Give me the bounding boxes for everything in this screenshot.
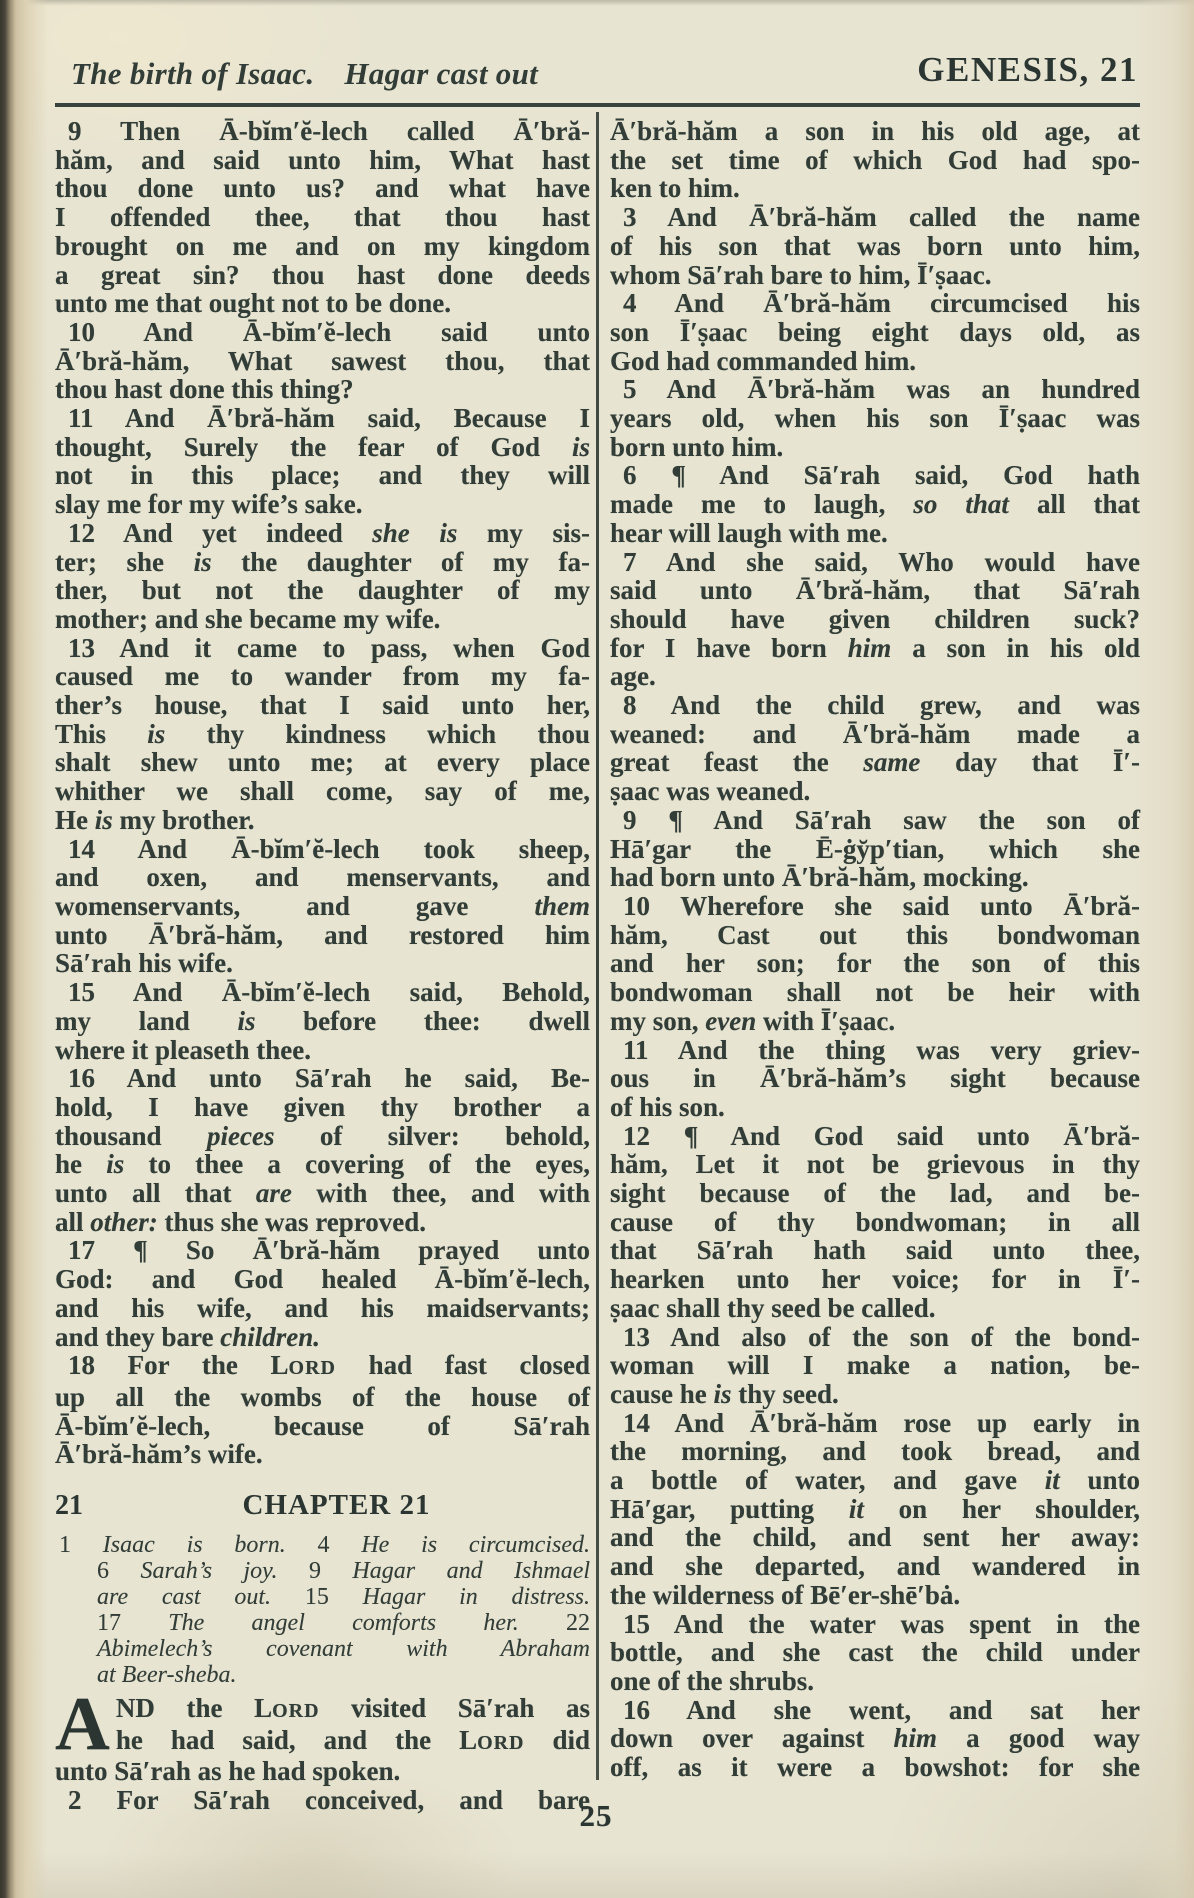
verse-line: cause he is thy seed. [610,1378,839,1409]
summary-line: 1 Isaac is born. 4 He is circumcised. [59,1532,590,1559]
verse-line: sight because of the lad, and be- [610,1178,1140,1209]
verse-line: thou hast done this thing? [55,374,354,405]
verse-line: 13 And also of the son of the bond- [623,1321,1140,1352]
summary-line: 17 The angel comforts her. 22 [97,1610,590,1637]
verse-line: 16 And she went, and sat her [623,1694,1140,1725]
verse-line: Hā′gar, putting it on her shoulder, [610,1493,1140,1524]
verse-line: down over against him a good way [610,1723,1141,1754]
chapter-title: CHAPTER 21 [242,1489,431,1522]
verse-line: 18 For the LORD had fast closed [68,1350,590,1381]
verse-line: 10 And Ā-bĭm′ĕ-lech said unto [68,316,590,347]
running-head-book-title: GENESIS, 21 [917,50,1138,89]
verse-line: hearken unto her voice; for in Ī′- [610,1264,1140,1295]
verse-line: unto me that ought not to be done. [55,288,452,319]
verse-line: woman will I make a nation, be- [610,1350,1140,1381]
verse-line: ther’s house, that I said unto her, [55,690,590,721]
verse-line: son Ī′ṣaac being eight days old, as [610,316,1140,347]
verse-line: and oxen, and menservants, and [55,862,590,893]
verse-line: unto Sā′rah as he had spoken. [55,1756,401,1787]
verse-line: and the child, and sent her away: [610,1522,1140,1553]
verse-line: 15 And the water was spent in the [623,1608,1140,1639]
verse-line: hăm, and said unto him, What hast [55,144,590,175]
verse-line: my land is before thee: dwell [55,1005,590,1036]
verse-line: This is thy kindness which thou [55,718,590,749]
verse-line: unto all that are with thee, and with [55,1178,590,1209]
verse-line: 10 Wherefore she said unto Ā′bră- [623,890,1140,921]
verse-line: all other: thus she was reproved. [55,1206,427,1237]
small-caps-lord: ORD [272,1700,320,1723]
verse-line: of his son that was born unto him, [610,230,1140,261]
verse-line: 14 And Ā-bĭm′ĕ-lech took sheep, [68,833,590,864]
verse-line: ND the LORD visited Sā′rah as [115,1693,590,1724]
verse-line: a bottle of water, and gave it unto [610,1465,1140,1496]
column-divider [596,112,599,1780]
verse-line: and she departed, and wandered in [610,1551,1140,1582]
left-column [55,117,590,1815]
verse-line: 6 ¶ And Sā′rah said, God hath [623,460,1140,491]
verse-line: the set time of which God had spo- [610,144,1140,175]
running-head-left [71,56,568,92]
verse-line: Sā′rah his wife. [55,948,233,979]
verse-line: 17 ¶ So Ā′bră-hăm prayed unto [68,1235,590,1266]
verse-line: ther, but not the daughter of my [55,575,590,606]
verse-line: where it pleaseth thee. [55,1034,311,1065]
verse-line: up all the wombs of the house of [55,1381,590,1412]
verse-line: I offended thee, that thou hast [55,202,590,233]
verse-line: 5 And Ā′bră-hăm was an hundred [623,374,1140,405]
verse-line: he is to thee a covering of the eyes, [55,1149,590,1180]
verse-line: Ā′bră-hăm’s wife. [55,1439,263,1470]
verse-line: 16 And unto Sā′rah he said, Be- [68,1063,590,1094]
header-rule [55,103,1140,107]
verse-line: bondwoman shall not be heir with [610,977,1140,1008]
verse-line: slay me for my wife’s sake. [55,489,363,520]
verse-line: should have given children suck? [610,603,1140,634]
small-caps-lord: ORD [288,1357,336,1380]
verse-line: a great sin? thou hast done deeds [55,259,590,290]
verse-line: and her son; for the son of this [610,948,1140,979]
verse-line: 13 And it came to pass, when God [68,632,590,663]
verse-line: my son, even with Ī′ṣaac. [610,1005,896,1036]
verse-line: God: and God healed Ā-bĭm′ĕ-lech, [55,1264,590,1295]
summary-line: are cast out. 15 Hagar in distress. [97,1584,590,1611]
verse-line: off, as it were a bowshot: for she [610,1752,1140,1783]
verse-line: brought on me and on my kingdom [55,230,590,261]
verse-line: one of the shrubs. [610,1665,815,1696]
verse-line: 12 ¶ And God said unto Ā′bră- [623,1120,1140,1151]
right-column [610,117,1140,1782]
verse-line: for I have born him a son in his old [610,632,1140,663]
verse-line: hear will laugh with me. [610,517,888,548]
verse-line: shalt shew unto me; at every place [55,747,590,778]
verse-line: 15 And Ā-bĭm′ĕ-lech said, Behold, [68,977,590,1008]
verse-line: weaned: and Ā′bră-hăm made a [610,718,1140,749]
verse-line: 7 And she said, Who would have [623,546,1140,577]
verse-line: born unto him. [610,431,784,462]
verse-line: unto Ā′bră-hăm, and restored him [55,919,590,950]
running-head-left-phrase-2: Hagar cast out [344,56,539,91]
verse-line: 3 And Ā′bră-hăm called the name [623,202,1140,233]
drop-cap: A [55,1682,110,1767]
verse-line: 11 And the thing was very griev- [623,1034,1140,1065]
verse-line: thou done unto us? and what have [55,173,590,204]
verse-line: ter; she is the daughter of my fa- [55,546,590,577]
verse-line: hold, I have given thy brother a [55,1091,590,1122]
verse-line: 4 And Ā′bră-hăm circumcised his [623,288,1140,319]
summary-line: 6 Sarah’s joy. 9 Hagar and Ishmael [97,1558,591,1585]
verse-line: whom Sā′rah bare to him, Ī′ṣaac. [610,259,992,290]
summary-line: Abimelech’s covenant with Abraham [97,1636,590,1663]
verse-line: Ā′bră-hăm, What sawest thou, that [55,345,590,376]
verse-line: Ā′bră-hăm a son in his old age, at [610,116,1140,146]
verse-line: 9 ¶ And Sā′rah saw the son of [623,804,1140,835]
verse-line: God had commanded him. [610,345,917,376]
running-head [55,50,1140,94]
small-caps-lord: ORD [477,1731,525,1754]
verse-line: 11 And Ā′bră-hăm said, Because I [68,403,590,434]
verse-line: he had said, and the LORD did [115,1724,590,1755]
verse-line: age. [610,661,656,692]
verse-line: whither we shall come, say of me, [55,776,590,807]
verse-line: that Sā′rah hath said unto thee, [610,1235,1140,1266]
verse-line: had born unto Ā′bră-hăm, mocking. [610,862,1029,893]
verse-line: He is my brother. [55,804,255,835]
verse-line: 2 For Sā′rah conceived, and bare [68,1785,590,1816]
running-head-left-phrase-1: The birth of Isaac. [71,56,315,91]
verse-line: and his wife, and his maidservants; [55,1292,590,1323]
verse-line: thousand pieces of silver: behold, [55,1120,590,1151]
verse-line: caused me to wander from my fa- [55,661,590,692]
verse-line: ous in Ā′bră-hăm’s sight because [610,1063,1140,1094]
verse-line: ṣaac shall thy seed be called. [610,1292,936,1323]
verse-line: 12 And yet indeed she is my sis- [68,517,590,548]
chapter-heading-row [55,1489,590,1522]
verse-line: of his son. [610,1091,725,1122]
verse-line: 14 And Ā′bră-hăm rose up early in [623,1407,1140,1438]
verse-line: 8 And the child grew, and was [623,690,1140,721]
verse-line: ṣaac was weaned. [610,776,811,807]
opening-verse [55,1682,590,1787]
page-number: 25 [579,1798,613,1833]
verse-line: 9 Then Ā-bĭm′ĕ-lech called Ā′bră- [68,116,590,146]
verse-line: years old, when his son Ī′ṣaac was [610,403,1140,434]
verse-line: great feast the same day that Ī′- [610,747,1141,778]
summary-line: at Beer-sheba. [97,1662,237,1689]
verse-line: hăm, Let it not be grievous in thy [610,1149,1140,1180]
verse-line: made me to laugh, so that all that [610,489,1140,520]
verse-line: cause of thy bondwoman; in all [610,1206,1140,1237]
verse-line: hăm, Cast out this bondwoman [610,919,1140,950]
verse-line: Hā′gar the Ē-ġy̆p′tian, which she [610,833,1140,864]
verse-line: bottle, and she cast the child under [610,1637,1140,1668]
verse-line: mother; and she became my wife. [55,603,441,634]
verse-line: Ā-bĭm′ĕ-lech, because of Sā′rah [55,1410,590,1441]
verse-line: not in this place; and they will [55,460,590,491]
verse-line: said unto Ā′bră-hăm, that Sā′rah [610,575,1140,606]
chapter-summary [55,1532,590,1688]
chapter-margin-number: 21 [55,1490,83,1522]
verse-line: and they bare children. [55,1321,321,1352]
verse-line: the morning, and took bread, and [610,1436,1140,1467]
verse-line: ken to him. [610,173,740,204]
verse-line: thought, Surely the fear of God is [55,431,590,462]
verse-line: the wilderness of Bē′er-shē′bȧ. [610,1579,961,1610]
verse-line: womenservants, and gave them [55,890,590,921]
